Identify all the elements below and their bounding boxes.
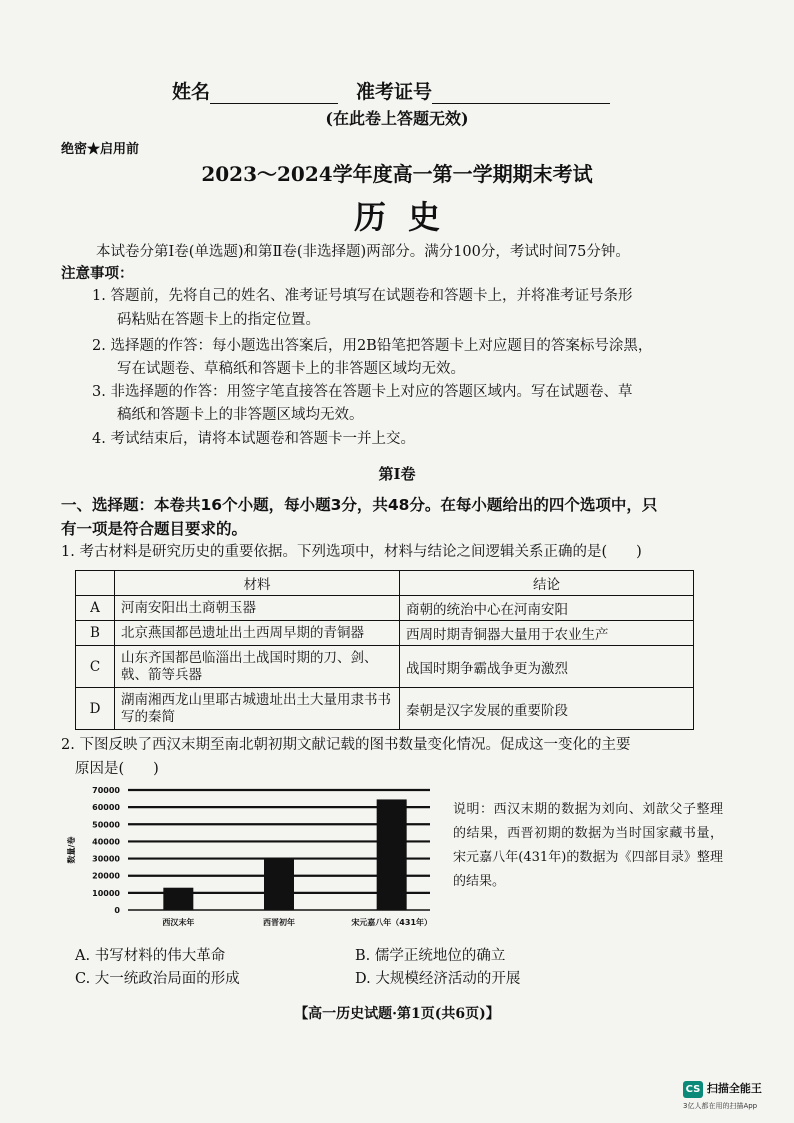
question-2-stem-cont: 原因是( ) [75, 761, 159, 777]
y-axis-label: 数量/卷 [67, 836, 76, 864]
scanner-brand-name: 扫描全能王 [706, 1082, 762, 1095]
volume-title: 第Ⅰ卷 [378, 465, 416, 483]
option-d: D. 大规模经济活动的开展 [355, 971, 521, 987]
y-tick-label: 50000 [92, 820, 120, 830]
notice-item-cont: 稿纸和答题卡上的非答题区域均无效。 [117, 407, 364, 423]
material-cell: 北京燕国都邑遗址出土西周早期的青铜器 [115, 621, 400, 646]
question-2-stem: 2. 下图反映了西汉末期至南北朝初期文献记载的图书数量变化情况。促成这一变化的主要 [61, 737, 631, 753]
y-tick-label: 40000 [92, 837, 120, 847]
option-label: A [76, 596, 115, 621]
secret-mark: 绝密★启用前 [61, 142, 140, 157]
conclusion-cell: 商朝的统治中心在河南安阳 [400, 596, 694, 621]
scanner-tagline: 3亿人都在用的扫描App [683, 1102, 758, 1110]
option-b: B. 儒学正统地位的确立 [355, 948, 506, 964]
name-label: 姓名 [172, 81, 211, 103]
name-field[interactable] [210, 85, 338, 104]
material-cell: 湖南湘西龙山里耶古城遗址出土大量用隶书书写的秦简 [115, 688, 400, 730]
ticket-field[interactable] [432, 85, 610, 104]
chart-note: 说明：西汉末期的数据为刘向、刘歆父子整理的结果，西晋初期的数据为当时国家藏书量，宋元嘉八年(431年)的数据为《四部目录》整理的结果。 [453, 802, 723, 889]
x-tick-label: 西汉末年 [162, 918, 195, 927]
material-cell: 河南安阳出土商朝玉器 [115, 596, 400, 621]
table-row [76, 596, 694, 621]
section-heading [61, 493, 657, 541]
conclusion-cell: 战国时期争霸战争更为激烈 [400, 646, 694, 688]
subject-title: 历史 [353, 198, 462, 236]
notice-item: 1. 答题前，先将自己的姓名、准考证号填写在试题卷和答题卡上，并将准考证号条形 [92, 288, 633, 304]
y-tick-label: 10000 [92, 888, 120, 898]
option-label: B [76, 621, 115, 646]
table-row [76, 621, 694, 646]
notice-heading: 注意事项： [61, 265, 134, 282]
conclusion-cell: 秦朝是汉字发展的重要阶段 [400, 688, 694, 730]
exam-title: 2023～2024学年度高一第一学期期末考试 [201, 162, 593, 186]
option-a: A. 书写材料的伟大革命 [75, 948, 226, 964]
scanner-watermark [683, 1080, 762, 1098]
scanner-logo-icon: CS [683, 1081, 703, 1098]
bar [163, 888, 193, 910]
y-tick-label: 30000 [92, 854, 120, 864]
ticket-label: 准考证号 [356, 81, 433, 103]
table-header-cell [76, 571, 115, 596]
page-footer: 【高一历史试题·第1页(共6页)】 [294, 1006, 500, 1022]
question-1-table [75, 570, 694, 730]
section-heading-line1: 一、选择题：本卷共16个小题，每小题3分，共48分。在每小题给出的四个选项中，只 [61, 496, 658, 514]
x-tick-label: 西晋初年 [263, 918, 295, 927]
y-tick-label: 0 [114, 906, 120, 915]
y-tick-label: 60000 [92, 803, 120, 813]
candidate-info-row [172, 77, 610, 104]
conclusion-cell: 西周时期青铜器大量用于农业生产 [400, 621, 694, 646]
intro-text: 本试卷分第Ⅰ卷(单选题)和第Ⅱ卷(非选择题)两部分。满分100分，考试时间75分钟。 [96, 244, 630, 260]
material-cell: 山东齐国都邑临淄出土战国时期的刀、剑、戟、箭等兵器 [115, 646, 400, 688]
bar [377, 799, 407, 910]
section-heading-line2: 有一项是符合题目要求的。 [61, 520, 248, 538]
book-count-chart [62, 782, 432, 932]
invalid-note: (在此卷上答题无效) [325, 109, 469, 128]
y-tick-label: 70000 [92, 786, 120, 795]
notice-item-cont: 码粘贴在答题卡上的指定位置。 [117, 312, 320, 328]
table-header-row [76, 571, 694, 596]
y-tick-label: 20000 [92, 871, 120, 881]
question-1-stem: 1. 考古材料是研究历史的重要依据。下列选项中，材料与结论之间逻辑关系正确的是( ) [61, 544, 642, 560]
table-row [76, 646, 694, 688]
x-tick-label: 宋元嘉八年（431年） [351, 918, 432, 927]
table-header-cell: 结论 [400, 571, 694, 596]
notice-item: 2. 选择题的作答：每小题选出答案后，用2B铅笔把答题卡上对应题目的答案标号涂黑， [92, 338, 653, 354]
bar [264, 859, 294, 910]
notice-item-cont: 写在试题卷、草稿纸和答题卡上的非答题区域均无效。 [117, 361, 465, 377]
option-label: C [76, 646, 115, 688]
table-header-cell: 材料 [115, 571, 400, 596]
table-row [76, 688, 694, 730]
notice-item: 4. 考试结束后，请将本试题卷和答题卡一并上交。 [92, 431, 415, 447]
notice-item: 3. 非选择题的作答：用签字笔直接答在答题卡上对应的答题区域内。写在试题卷、草 [92, 384, 633, 400]
option-c: C. 大一统政治局面的形成 [75, 971, 240, 987]
option-label: D [76, 688, 115, 730]
